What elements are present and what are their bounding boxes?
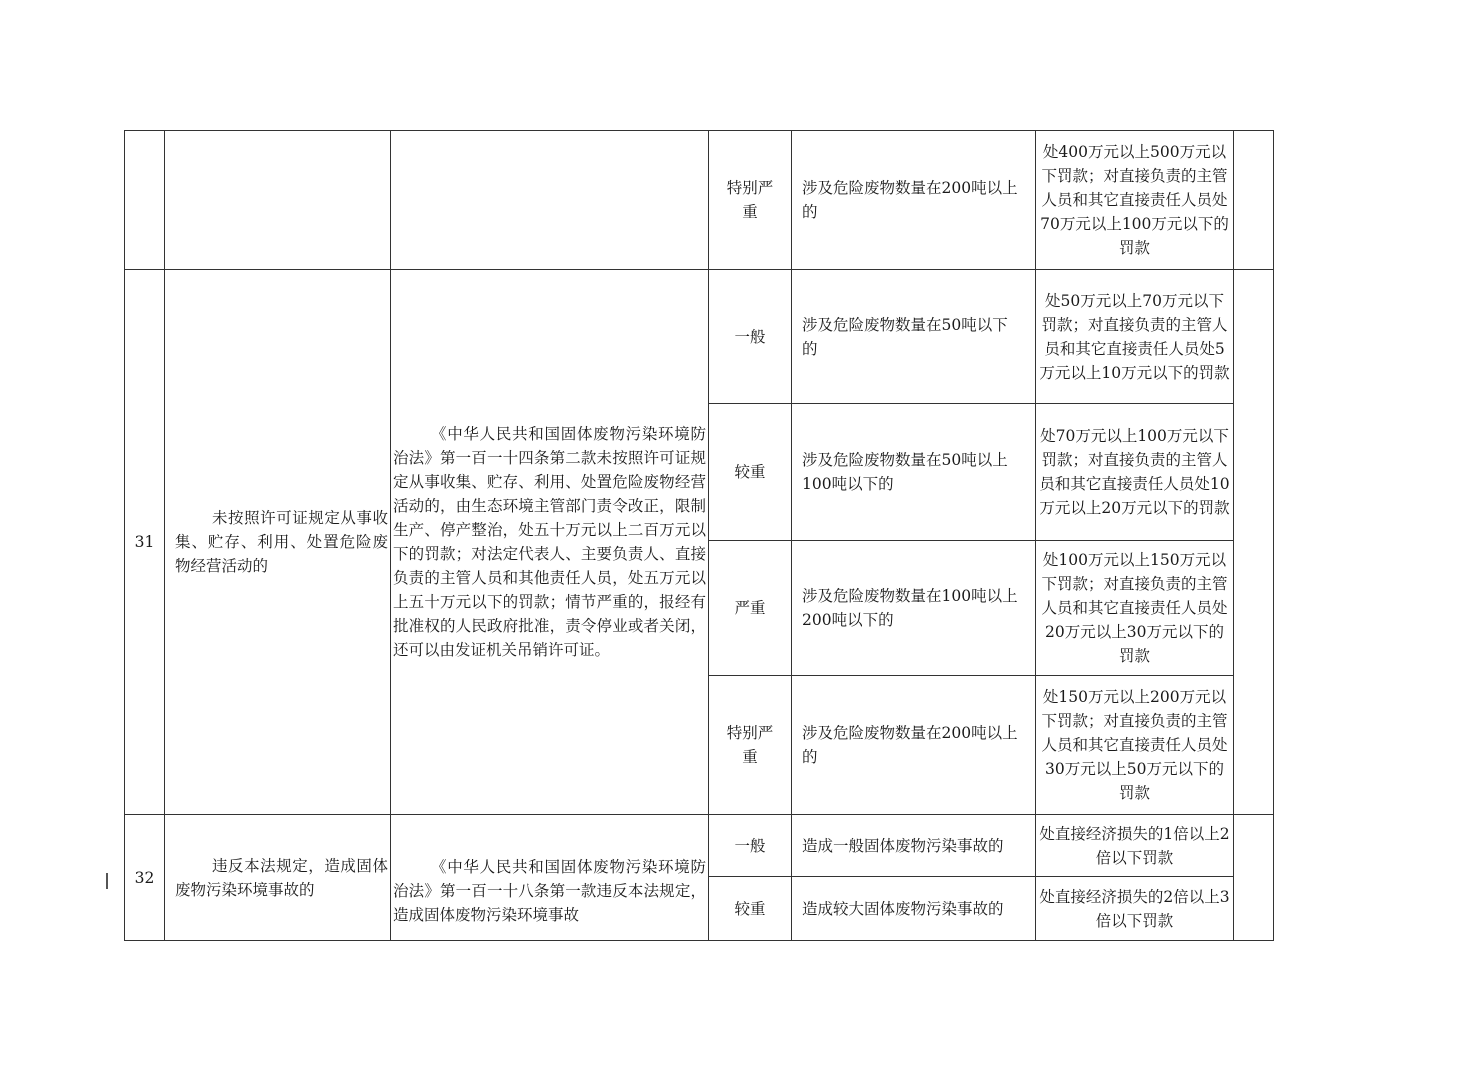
penalty-table [124,130,1274,941]
severity-level: 较重 [709,877,792,941]
penalty-standard: 处400万元以上500万元以下罚款；对直接负责的主管人员和其它直接责任人员处70万元以上100万元以下的罚款 [1036,131,1234,270]
violation-situation: 涉及危险废物数量在200吨以上的 [792,676,1036,815]
legal-basis-text: 《中华人民共和国固体废物污染环境防治法》第一百一十八条第一款违反本法规定，造成固体废物污染环境事故 [393,858,706,924]
legal-basis: 《中华人民共和国固体废物污染环境防治法》第一百一十四条第二款未按照许可证规定从事收集、贮存、利用、处置危险废物经营活动的，由生态环境主管部门责令改正，限制生产、停产整治，处五十万元以上二百万元以下的罚款；对法定代表人、主要负责人、直接负责的主管人员和其他责任人员，处五万元以上五十万元以下的罚款；情节严重的，报经有批准权的人民政府批准，责令停业或者关闭，还可以由发证机关吊销许可证。 [391,270,709,815]
violation-description: 未按照许可证规定从事收集、贮存、利用、处置危险废物经营活动的 [165,270,391,815]
remark-cell [1234,131,1274,270]
remark-cell [1234,815,1274,941]
remark-cell [1234,270,1274,815]
legal-basis [391,815,709,941]
penalty-standard: 处直接经济损失的2倍以上3倍以下罚款 [1036,877,1234,941]
penalty-standard: 处50万元以上70万元以下罚款；对直接负责的主管人员和其它直接责任人员处5万元以上10万元以下的罚款 [1036,270,1234,404]
margin-mark [106,873,108,889]
violation-situation: 涉及危险废物数量在100吨以上200吨以下的 [792,541,1036,676]
severity-level: 严重 [709,541,792,676]
table-row [125,815,1274,877]
penalty-standard: 处70万元以上100万元以下罚款；对直接负责的主管人员和其它直接责任人员处10万元以上20万元以下的罚款 [1036,404,1234,541]
severity-level: 较重 [709,404,792,541]
row-number: 31 [125,270,165,815]
penalty-standard: 处100万元以上150万元以下罚款；对直接负责的主管人员和其它直接责任人员处20万元以上30万元以下的罚款 [1036,541,1234,676]
severity-level: 特别严重 [709,676,792,815]
violation-situation: 涉及危险废物数量在50吨以上100吨以下的 [792,404,1036,541]
row-number [125,131,165,270]
violation-situation: 造成较大固体废物污染事故的 [792,877,1036,941]
legal-basis [391,131,709,270]
severity-level: 一般 [709,270,792,404]
violation-situation: 涉及危险废物数量在50吨以下的 [792,270,1036,404]
penalty-standard: 处直接经济损失的1倍以上2倍以下罚款 [1036,815,1234,877]
severity-level: 特别严重 [709,131,792,270]
violation-description [165,131,391,270]
table-row [125,270,1274,404]
penalty-standard: 处150万元以上200万元以下罚款；对直接负责的主管人员和其它直接责任人员处30万元以上50万元以下的罚款 [1036,676,1234,815]
violation-situation: 涉及危险废物数量在200吨以上的 [792,131,1036,270]
severity-level: 一般 [709,815,792,877]
row-number: 32 [125,815,165,941]
violation-description: 违反本法规定，造成固体废物污染环境事故的 [165,815,391,941]
table-row [125,131,1274,270]
violation-situation: 造成一般固体废物污染事故的 [792,815,1036,877]
